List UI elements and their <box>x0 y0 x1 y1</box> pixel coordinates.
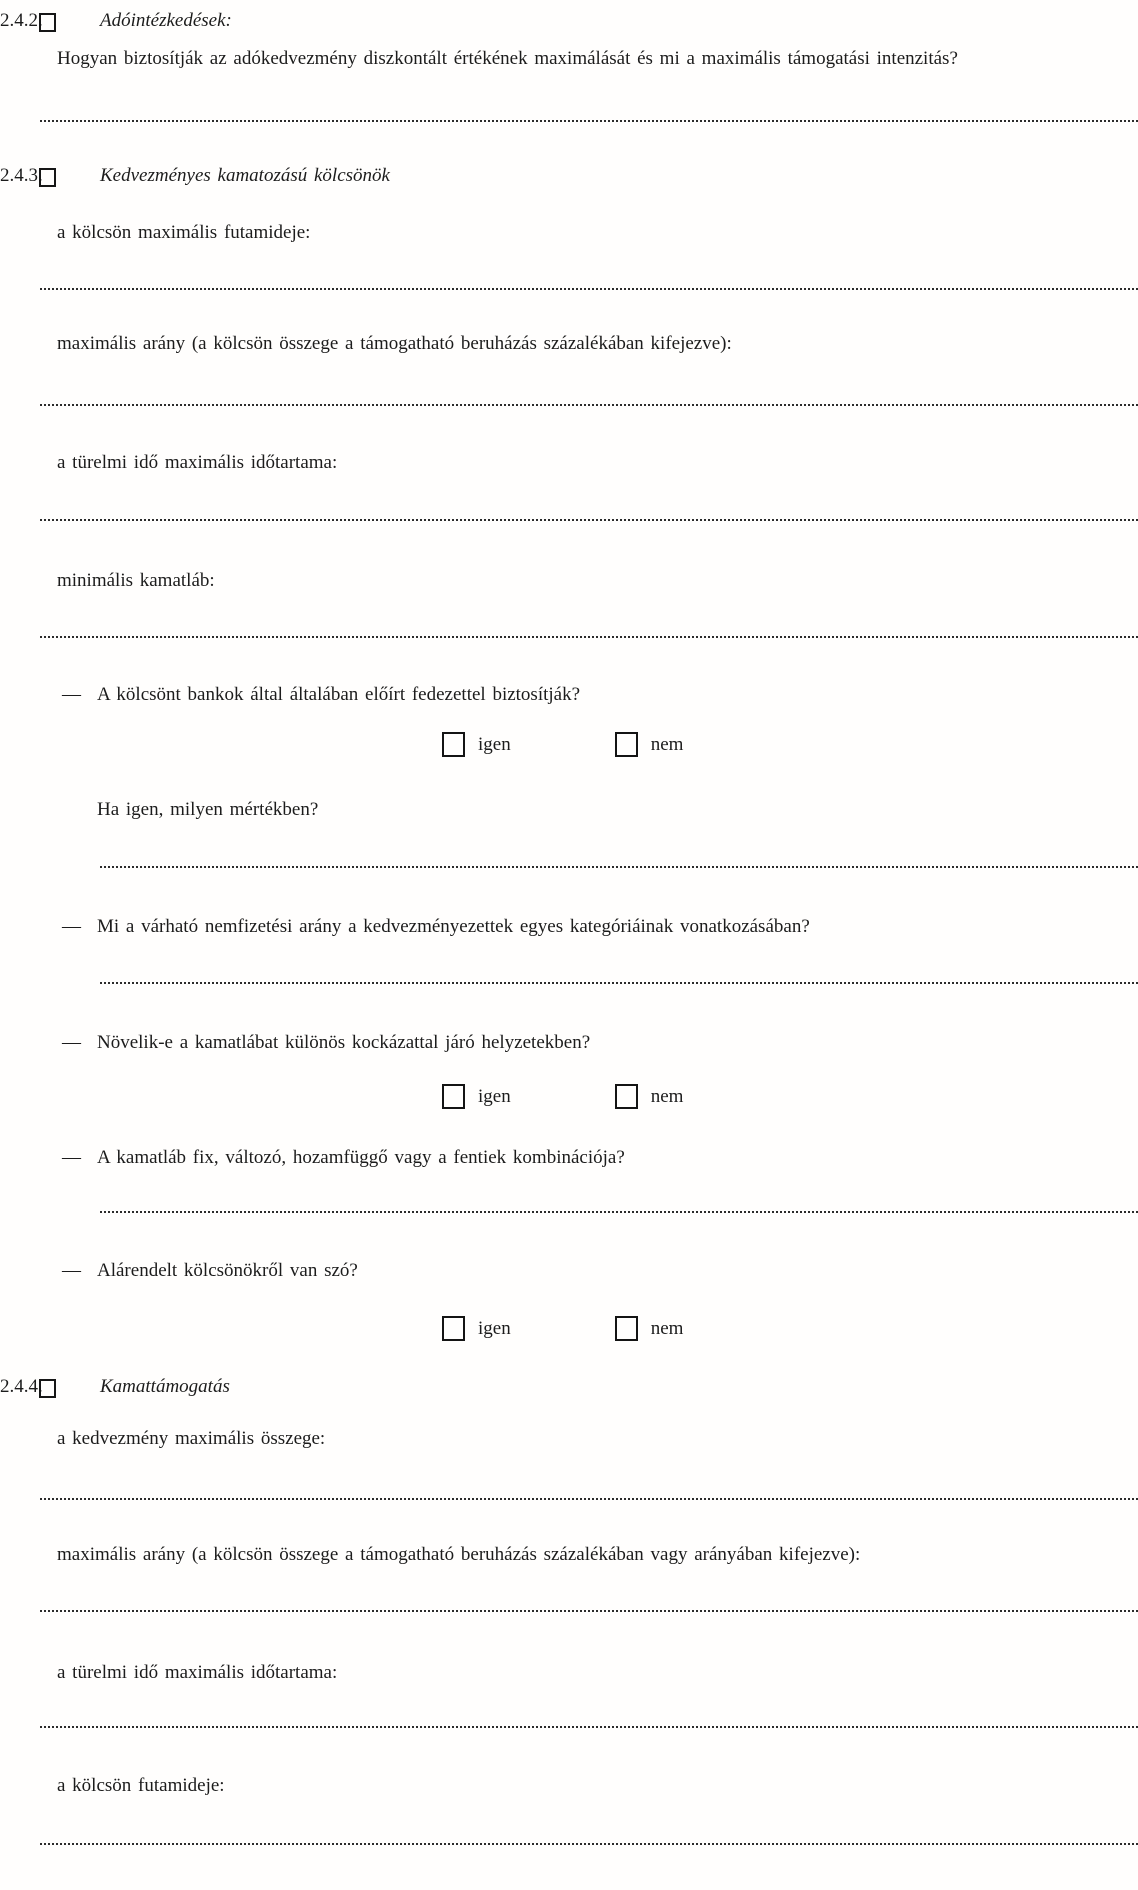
yes-label: igen <box>478 733 511 755</box>
field-label-loan-term: a kölcsön futamideje: <box>57 1775 225 1796</box>
question-text: Növelik-e a kamatlábat különös kockázattal járó helyzetekben? <box>97 1032 591 1053</box>
dash-marker: — <box>62 1032 81 1053</box>
question-text: Alárendelt kölcsönökről van szó? <box>97 1260 358 1281</box>
dash-marker: — <box>62 1260 81 1281</box>
section-title: Adóintézkedések: <box>100 10 232 31</box>
field-label-max-ratio: maximális arány (a kölcsön összege a támogatható beruházás százalékában vagy arányában kifejezve): <box>57 1544 861 1565</box>
answer-line[interactable] <box>40 1498 1138 1500</box>
no-label: nem <box>650 1085 684 1107</box>
answer-line[interactable] <box>100 866 1138 868</box>
answer-line[interactable] <box>40 1843 1138 1845</box>
section-number: 2.4.4. <box>0 1376 43 1397</box>
answer-line[interactable] <box>40 636 1138 638</box>
answer-line[interactable] <box>40 1726 1138 1728</box>
no-checkbox[interactable] <box>615 732 638 757</box>
dash-marker: — <box>62 916 81 937</box>
dash-question-default-rate <box>62 916 1118 938</box>
dash-marker: — <box>62 1147 81 1168</box>
answer-line[interactable] <box>40 1610 1138 1612</box>
yes-checkbox[interactable] <box>442 1084 465 1109</box>
yes-label: igen <box>478 1317 511 1339</box>
question-text: Mi a várható nemfizetési arány a kedvezményezettek egyes kategóriáinak vonatkozásában? <box>97 916 810 937</box>
dash-question-subordinated <box>62 1260 1118 1282</box>
section-heading-244 <box>0 1376 1138 1398</box>
section-checkbox-244[interactable] <box>39 1379 56 1398</box>
question-text: A kamatláb fix, változó, hozamfüggő vagy a fentiek kombinációja? <box>97 1147 625 1168</box>
no-checkbox[interactable] <box>615 1084 638 1109</box>
section-title: Kamattámogatás <box>100 1376 230 1397</box>
field-label-grace-period: a türelmi idő maximális időtartama: <box>57 1662 338 1683</box>
field-label-max-ratio: maximális arány (a kölcsön összege a támogatható beruházás százalékában kifejezve): <box>57 333 732 354</box>
section-number: 2.4.3. <box>0 165 43 186</box>
yesno-row <box>442 1084 1138 1109</box>
question-text: A kölcsönt bankok által általában előírt fedezettel biztosítják? <box>97 684 581 705</box>
field-label-max-term: a kölcsön maximális futamideje: <box>57 222 311 243</box>
yes-label: igen <box>478 1085 511 1107</box>
field-label-min-rate: minimális kamatláb: <box>57 570 215 591</box>
answer-line[interactable] <box>100 982 1138 984</box>
section-title: Kedvezményes kamatozású kölcsönök <box>100 165 390 186</box>
answer-line[interactable] <box>100 1211 1138 1213</box>
answer-line[interactable] <box>40 519 1138 521</box>
section-heading-242 <box>0 10 1138 32</box>
no-checkbox[interactable] <box>615 1316 638 1341</box>
yesno-row <box>442 732 1138 757</box>
dash-question-collateral <box>62 684 1118 706</box>
section-checkbox-242[interactable] <box>39 13 56 32</box>
answer-line[interactable] <box>40 120 1138 122</box>
answer-line[interactable] <box>40 288 1138 290</box>
field-label-grace-period: a türelmi idő maximális időtartama: <box>57 452 338 473</box>
dash-marker: — <box>62 684 81 705</box>
yes-checkbox[interactable] <box>442 1316 465 1341</box>
no-label: nem <box>650 1317 684 1339</box>
section-heading-243 <box>0 165 1138 187</box>
dash-question-risk-premium <box>62 1032 1118 1054</box>
section-number: 2.4.2. <box>0 10 43 31</box>
followup-question: Ha igen, milyen mértékben? <box>97 799 319 820</box>
question-text: Hogyan biztosítják az adókedvezmény diszkontált értékének maximálását és mi a maximális támogatási intenzitás? <box>57 48 958 69</box>
section-checkbox-243[interactable] <box>39 168 56 187</box>
field-label-max-amount: a kedvezmény maximális összege: <box>57 1428 326 1449</box>
no-label: nem <box>650 733 684 755</box>
yes-checkbox[interactable] <box>442 732 465 757</box>
yesno-row <box>442 1316 1138 1341</box>
dash-question-rate-type <box>62 1147 1118 1169</box>
answer-line[interactable] <box>40 404 1138 406</box>
